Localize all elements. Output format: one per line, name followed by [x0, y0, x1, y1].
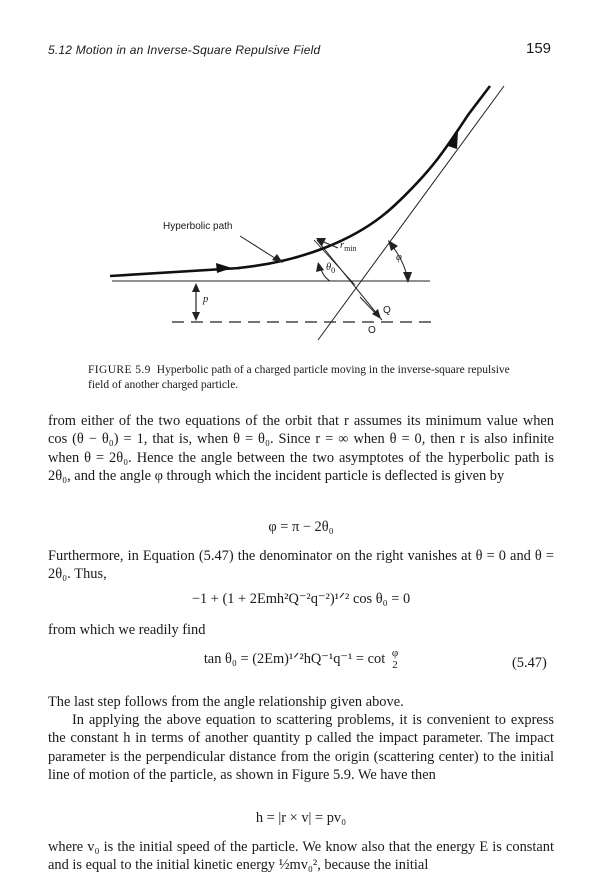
figure-caption	[88, 363, 528, 393]
fraction-numerator: φ	[391, 647, 399, 659]
paragraph-6: where v₀ is the initial speed of the particle. We know also that the energy E is constant and is equal to the initial kinetic energy ½mv₀², because the initial	[48, 839, 554, 874]
equation-cos-theta0: −1 + (1 + 2Emh²Q⁻²q⁻²)¹ᐟ² cos θ₀ = 0	[191, 591, 411, 607]
figure-hyperbolic-path	[0, 0, 595, 360]
o-label: O	[368, 325, 376, 336]
trajectory-arrow-out	[448, 131, 458, 149]
paragraph-5: In applying the above equation to scattering problems, it is convenient to express the constant h in terms of another quantity p called the impact parameter. The impact parameter is the perpendicular distance from the origin (scattering center) to the initial line of motion of the particle, as shown in Figure 5.9. We have then	[48, 712, 554, 784]
trajectory-arrow-in	[216, 263, 232, 273]
fraction-denominator: 2	[392, 659, 398, 671]
p-label: p	[203, 294, 209, 305]
paragraph-3: from which we readily find	[48, 622, 206, 638]
theta0-arrowhead	[316, 262, 324, 272]
asymptote-line	[318, 86, 504, 340]
hyperbolic-path-label: Hyperbolic path	[163, 221, 233, 232]
figure-caption-text: Hyperbolic path of a charged particle moving in the inverse-square repulsive field of another charged particle.	[88, 364, 510, 391]
paragraph-2: Furthermore, in Equation (5.47) the denominator on the right vanishes at θ = 0 and θ = 2θ₀. Thus,	[48, 548, 554, 583]
impact-arrowhead-top	[192, 283, 200, 292]
q-label: Q	[383, 305, 391, 316]
theta0-label: $\theta_0$	[326, 262, 336, 276]
phi-arrowhead-top	[388, 240, 398, 251]
rmin-label: $r_{min}$	[340, 240, 357, 254]
equation-tan-theta0	[48, 647, 554, 681]
figure-number: FIGURE 5.9	[88, 364, 151, 376]
running-title: 5.12 Motion in an Inverse-Square Repulsive Field	[48, 43, 321, 57]
impact-arrowhead-bottom	[192, 312, 200, 321]
paragraph-1: from either of the two equations of the orbit that r assumes its minimum value when cos (θ − θ₀) = 1, that is, when θ = θ₀. Since r = ∞ when θ = 0, then r is also infinite when θ = 2θ₀. Hence the angle between the two asymptotes of the hyperbolic path is 2θ₀, and the angle φ through which the incident particle is deflected is given by	[48, 413, 554, 485]
equation-tan-main: tan θ₀ = (2Em)¹ᐟ²hQ⁻¹q⁻¹ = cot	[203, 650, 386, 667]
paragraph-4: The last step follows from the angle relationship given above.	[48, 694, 404, 710]
equation-fraction	[392, 647, 398, 671]
phi-label: φ	[396, 252, 402, 263]
trajectory-curve	[238, 86, 490, 268]
page-number: 159	[526, 40, 552, 57]
equation-phi: φ = π − 2θ₀	[268, 519, 334, 535]
equation-number: (5.47)	[512, 655, 547, 671]
equation-h: h = |r × v| = pv₀	[255, 810, 347, 826]
